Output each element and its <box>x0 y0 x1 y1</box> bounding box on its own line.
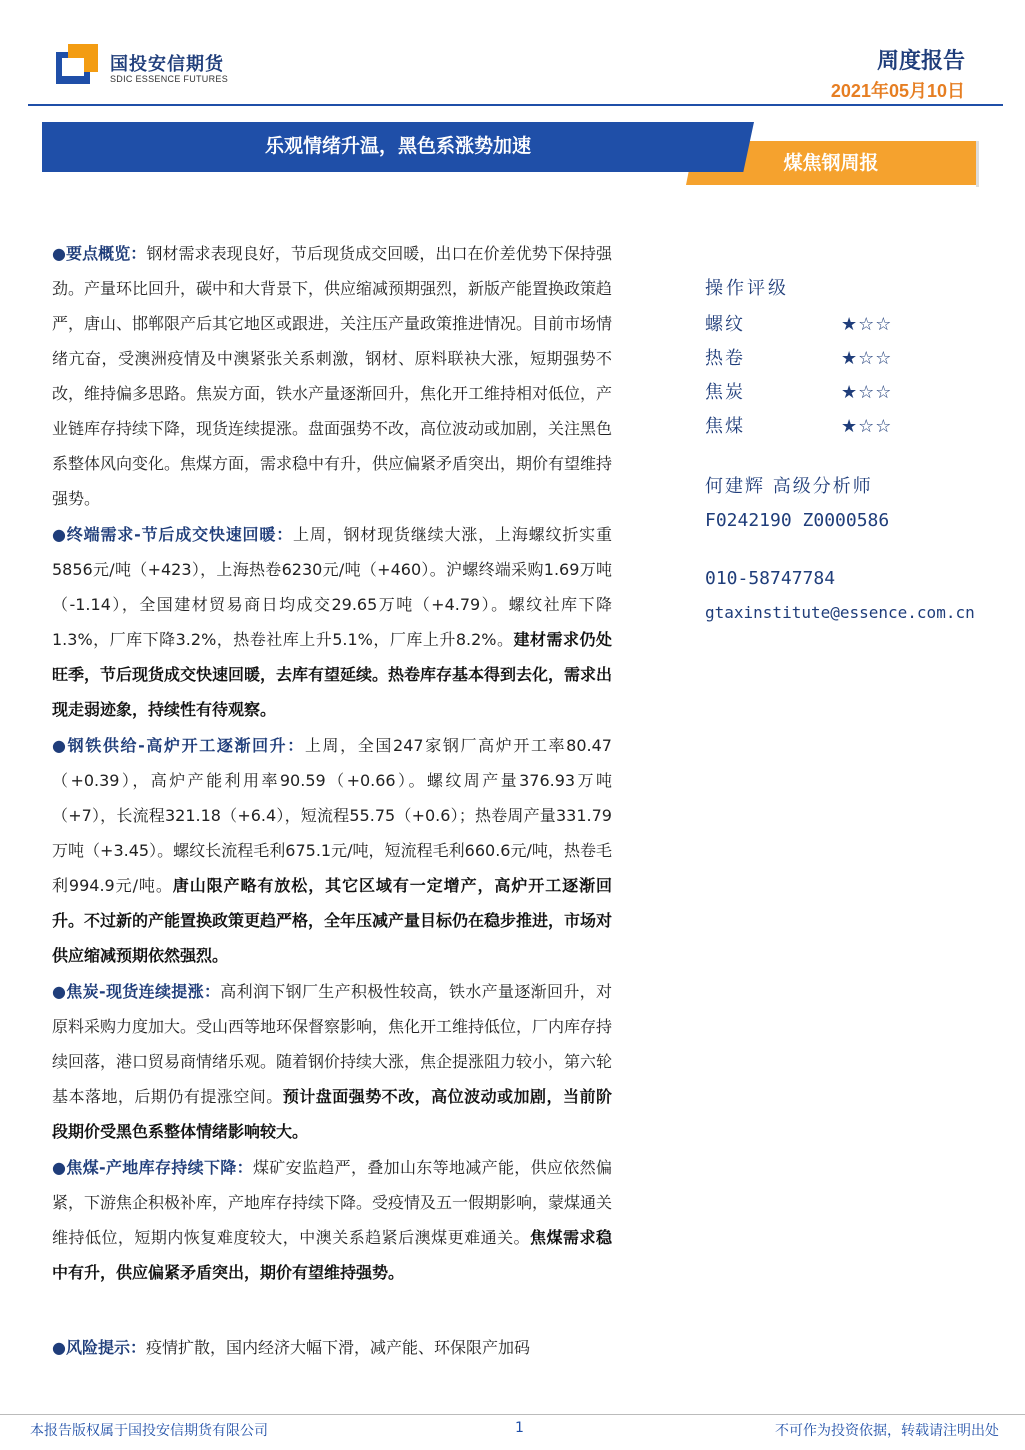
footer-disclaimer: 不可作为投资依据，转载请注明出处 <box>775 1423 999 1439</box>
star-rating-icon: ★☆☆ <box>841 382 893 403</box>
rating-row <box>705 410 1020 444</box>
section-heading: ●焦炭-现货连续提涨： <box>52 982 221 1001</box>
footer-copyright: 本报告版权属于国投安信期货有限公司 <box>30 1423 268 1439</box>
section-conclusion: 焦煤需求稳中有升，供应偏紧矛盾突出，期价有望维持强势。 <box>52 1228 612 1282</box>
company-logo <box>56 44 100 84</box>
section-supply <box>52 728 612 973</box>
contact-email[interactable]: gtaxinstitute@essence.com.cn <box>705 603 975 622</box>
section-conclusion: 预计盘面强势不改，高位波动或加剧，当前阶段期价受黑色系整体情绪影响较大。 <box>52 1087 612 1141</box>
rating-name: 热卷 <box>705 348 745 369</box>
report-subtitle: 煤焦钢周报 <box>783 152 879 174</box>
report-title: 乐观情绪升温，黑色系涨势加速 <box>264 135 531 157</box>
section-coke <box>52 974 612 1149</box>
section-heading: ●终端需求-节后成交快速回暖： <box>52 525 294 544</box>
contact-phone: 010-58747784 <box>705 568 836 589</box>
rating-row <box>705 342 1020 376</box>
rating-name: 焦炭 <box>705 382 745 403</box>
report-date: 2021年05月10日 <box>830 81 965 101</box>
section-conclusion: 建材需求仍处旺季，节后现货成交快速回暖，去库有望延续。热卷库存基本得到去化，需求出现走弱迹象，持续性有待观察。 <box>52 630 613 719</box>
analyst-name: 何建辉 高级分析师 <box>705 476 873 497</box>
rating-row <box>705 308 1020 342</box>
rating-title: 操作评级 <box>705 278 789 299</box>
footer-divider <box>0 1414 1025 1415</box>
section-heading: ●要点概览： <box>52 244 147 263</box>
analyst-certificate: F0242190 Z0000586 <box>705 510 890 531</box>
star-rating-icon: ★☆☆ <box>841 416 893 437</box>
risk-warning <box>52 1330 530 1365</box>
section-demand <box>52 517 612 727</box>
sidebar <box>705 272 1020 630</box>
section-heading: ●钢铁供给-高炉开工逐渐回升： <box>52 736 305 755</box>
company-english-name: SDIC ESSENCE FUTURES <box>110 74 229 84</box>
section-coking-coal <box>52 1150 612 1290</box>
section-text: 高利润下钢厂生产积极性较高，铁水产量逐渐回升，对原料采购力度加大。受山西等地环保督察影响，焦化开工维持低位，厂内库存持续回落，港口贸易商情绪乐观。随着钢价持续大涨，焦企提涨阻力较小，第六轮基本落地，后期仍有提涨空间。 <box>52 982 613 1106</box>
section-heading: ●焦煤-产地库存持续下降： <box>52 1158 253 1177</box>
section-text: 上周，全国247家钢厂高炉开工率80.47（+0.39），高炉产能利用率90.59（+0.66）。螺纹周产量376.93万吨（+7），长流程321.18（+6.4），短流程55.75（+0.6）；热卷周产量331.79万吨（+3.45）。螺纹长流程毛利675.1元/吨，短流程毛利660.6元/吨，热卷毛利994.9元/吨。 <box>52 736 612 895</box>
risk-heading: ●风险提示： <box>52 1338 146 1357</box>
section-overview <box>52 236 612 516</box>
risk-text: 疫情扩散，国内经济大幅下滑，减产能、环保限产加码 <box>145 1338 530 1357</box>
rating-row <box>705 376 1020 410</box>
section-conclusion: 唐山限产略有放松，其它区域有一定增产，高炉开工逐渐回升。不过新的产能置换政策更趋严格，全年压减产量目标仍在稳步推进，市场对供应缩减预期依然强烈。 <box>52 876 613 965</box>
report-type: 周度报告 <box>876 49 965 74</box>
star-rating-icon: ★☆☆ <box>841 348 893 369</box>
page-number: 1 <box>515 1420 524 1436</box>
banner-shadow <box>976 141 979 187</box>
company-name: 国投安信期货 <box>110 54 224 75</box>
star-rating-icon: ★☆☆ <box>841 314 893 335</box>
main-content <box>52 236 612 1291</box>
section-text: 上周，钢材现货继续大涨，上海螺纹折实重5856元/吨（+423），上海热卷6230元/吨（+460）。沪螺终端采购1.69万吨（-1.14），全国建材贸易商日均成交29.65万吨（+4.79）。螺纹社库下降1.3%，厂库下降3.2%，热卷社库上升5.1%，厂库上升8.2%。 <box>52 525 612 649</box>
section-text: 钢材需求表现良好，节后现货成交回暖，出口在价差优势下保持强劲。产量环比回升，碳中和大背景下，供应缩减预期强烈，新版产能置换政策趋严，唐山、邯郸限产后其它地区或跟进，关注压产量政策推进情况。目前市场情绪亢奋，受澳洲疫情及中澳紧张关系刺激，钢材、原料联袂大涨，短期强势不改，维持偏多思路。焦炭方面，铁水产量逐渐回升，焦化开工维持相对低位，产业链库存持续下降，现货连续提涨。盘面强势不改，高位波动或加剧，关注黑色系整体风向变化。焦煤方面，需求稳中有升，供应偏紧矛盾突出，期价有望维持强势。 <box>52 244 613 508</box>
rating-name: 焦煤 <box>705 416 745 437</box>
section-text: 煤矿安监趋严，叠加山东等地减产能，供应依然偏紧，下游焦企积极补库，产地库存持续下降。受疫情及五一假期影响，蒙煤通关维持低位，短期内恢复难度较大，中澳关系趋紧后澳煤更难通关。 <box>52 1158 613 1247</box>
rating-name: 螺纹 <box>705 314 745 335</box>
header-divider <box>28 104 1003 106</box>
